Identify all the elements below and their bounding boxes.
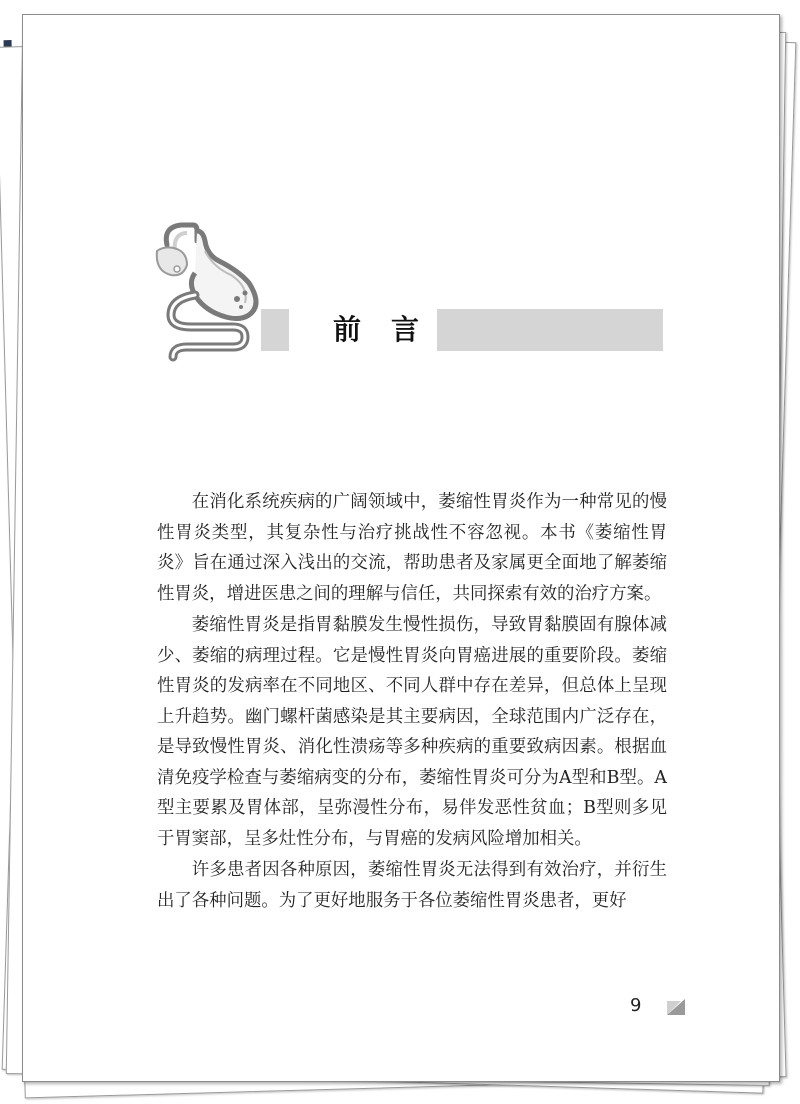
chapter-title-box — [289, 309, 450, 351]
stomach-icon — [153, 215, 263, 365]
paragraph: 在消化系统疾病的广阔领域中，萎缩性胃炎作为一种常见的慢性胃炎类型，其复杂性与治疗挑战性不容忽视。本书《萎缩性胃炎》旨在通过深入浅出的交流，帮助患者及家属更全面地了解萎缩性胃炎，增进医患之间的理解与信任，共同探索有效的治疗方案。 — [157, 492, 667, 604]
book-page — [22, 14, 780, 1082]
page-number: 9 — [630, 995, 642, 1016]
paragraph: 许多患者因各种原因，萎缩性胃炎无法得到有效治疗，并衍生出了各种问题。为了更好地服务于各位萎缩性胃炎患者，更好 — [157, 860, 667, 911]
body-text — [157, 487, 667, 917]
paragraph: 萎缩性胃炎是指胃黏膜发生慢性损伤，导致胃黏膜固有腺体减少、萎缩的病理过程。它是慢性胃炎向胃癌进展的重要阶段。萎缩性胃炎的发病率在不同地区、不同人群中存在差异，但总体上呈现上升趋势。幽门螺杆菌感染是其主要病因，全球范围内广泛存在，是导致慢性胃炎、消化性溃疡等多种疾病的重要致病因素。根据血清免疫学检查与萎缩病变的分布，萎缩性胃炎可分为A型和B型。A型主要累及胃体部，呈弥漫性分布，易伴发恶性贫血；B型则多见于胃窦部，呈多灶性分布，与胃癌的发病风险增加相关。 — [157, 615, 667, 849]
chapter-title-bar — [261, 309, 663, 351]
page-corner-mark-icon — [667, 999, 685, 1015]
chapter-title: 前言 — [333, 313, 450, 346]
